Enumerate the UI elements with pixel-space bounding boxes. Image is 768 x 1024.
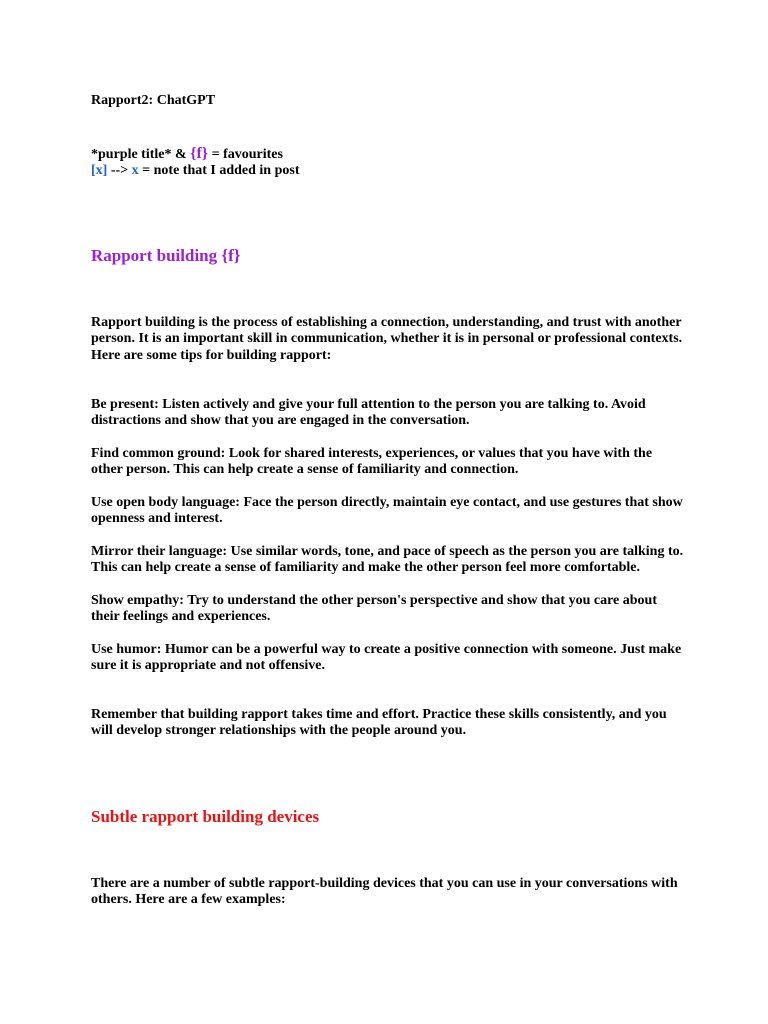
legend-note-mark-bracket: [x] (91, 163, 108, 178)
document-title: Rapport2: ChatGPT (91, 93, 216, 108)
tip-show-empathy: Show empathy: Try to understand the other person's perspective and show that you care about their feelings and experiences. (91, 593, 657, 625)
legend-note-text: = note that I added in post (138, 163, 300, 178)
legend-favourite-mark: {f} (190, 145, 209, 162)
section1-closing-paragraph: Remember that building rapport takes time and effort. Practice these skills consistently, and you will develop stronger relationships with the people around you. (91, 707, 667, 739)
tip-mirror-language: Mirror their language: Use similar words, tone, and pace of speech as the person you are talking to. This can help create a sense of familiarity and make the other person feel more comfortable. (91, 544, 684, 576)
tip-find-common-ground: Find common ground: Look for shared interests, experiences, or values that you have with the other person. This can help create a sense of familiarity and connection. (91, 446, 653, 478)
section1-intro-paragraph: Rapport building is the process of establishing a connection, understanding, and trust with another person. It is an important skill in communication, whether it is in personal or professional contexts. Here are some tips for building rapport: (91, 315, 683, 363)
legend-arrow: --> (107, 163, 132, 178)
legend-favourites-text: = favourites (208, 147, 283, 162)
legend-note-mark-x: x (131, 163, 139, 178)
tip-open-body-language: Use open body language: Face the person directly, maintain eye contact, and use gestures that show openness and interest. (91, 495, 683, 527)
tip-use-humor: Use humor: Humor can be a powerful way to create a positive connection with someone. Just make sure it is appropriate and not offensive. (91, 642, 682, 674)
section2-intro-paragraph: There are a number of subtle rapport-building devices that you can use in your conversations with others. Here are a few examples: (91, 876, 678, 908)
tip-be-present: Be present: Listen actively and give your full attention to the person you are talking to. Avoid distractions and show that you are engaged in the conversation. (91, 397, 646, 429)
legend-purple-title-text: *purple title* & (91, 147, 191, 162)
legend-line-favourites (91, 146, 283, 163)
legend-line-notes (91, 163, 299, 179)
section-heading-subtle-devices: Subtle rapport building devices (91, 807, 320, 826)
section-heading-rapport-building: Rapport building {f} (91, 246, 241, 265)
